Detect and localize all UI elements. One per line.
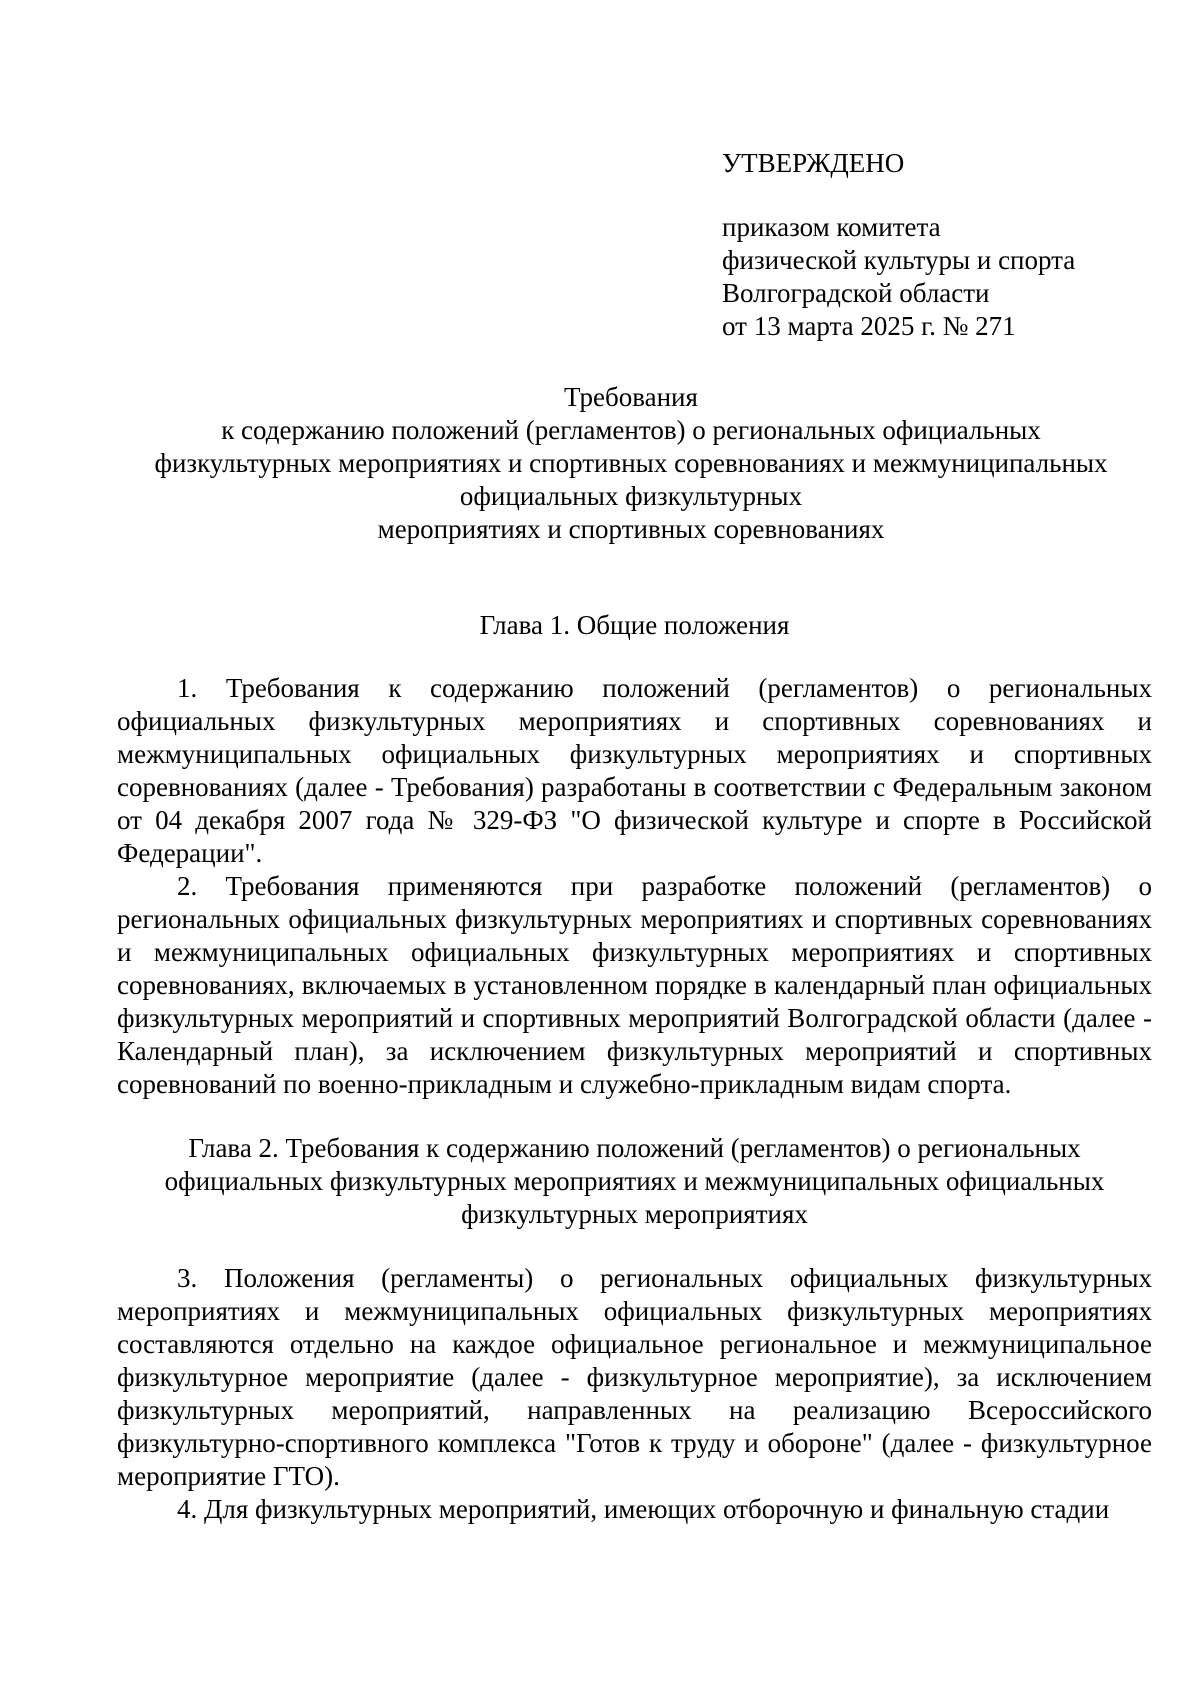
chapter-heading [117,1132,1152,1231]
chapter-heading-line: Глава 2. Требования к содержанию положений (регламентов) о региональных [188,1133,1081,1163]
approval-title: УТВЕРЖДЕНО [722,148,905,178]
document-title-line: Требования [564,382,698,412]
chapter-heading-line: Глава 1. Общие положения [479,610,790,640]
approval-line: Волгоградской области [722,278,990,308]
chapter-heading-line: физкультурных мероприятиях [461,1199,808,1229]
approval-block [722,147,1142,343]
chapter-heading-line: официальных физкультурных мероприятиях и межмуниципальных официальных [164,1166,1105,1196]
approval-line: от 13 марта 2025 г. № 271 [722,311,1016,341]
approval-line: физической культуры и спорта [722,245,1076,275]
chapter-heading [117,609,1152,642]
document-title-line: к содержанию положений (регламентов) о региональных официальных [221,415,1041,445]
document-body [117,609,1152,1526]
paragraph: 4. Для физкультурных мероприятий, имеющих отборочную и финальную стадии [177,1494,1110,1524]
paragraph: 1. Требования к содержанию положений (регламентов) о региональных официальных физкультурных мероприятиях и спортивных соревнованиях и межмуниципальных официальных физкультурных мероприятиях и спортивных соревнованиях (далее - Требования) разработаны в соответствии с Федеральным законом от 04 декабря 2007 года № 329-ФЗ "О физической культуре и спорте в Российской Федерации". [117,673,1152,868]
paragraph: 2. Требования применяются при разработке положений (регламентов) о региональных официальных физкультурных мероприятиях и спортивных соревнованиях и межмуниципальных официальных физкультурных мероприятиях и спортивных соревнованиях, включаемых в установленном порядке в календарный план официальных физкультурных мероприятий и спортивных мероприятий Волгоградской области (далее - Календарный план), за исключением физкультурных мероприятий и спортивных соревнований по военно-прикладным и служебно-прикладным видам спорта. [117,871,1152,1099]
document-title [110,381,1152,546]
approval-line: приказом комитета [722,212,941,242]
document-title-line: мероприятиях и спортивных соревнованиях [377,514,885,544]
document-title-line: официальных физкультурных [459,481,803,511]
document-title-line: физкультурных мероприятиях и спортивных соревнованиях и межмуниципальных [154,448,1108,478]
paragraph: 3. Положения (регламенты) о региональных официальных физкультурных мероприятиях и межмуниципальных официальных физкультурных мероприятиях составляются отдельно на каждое официальное региональное и межмуниципальное физкультурное мероприятие (далее - физкультурное мероприятие), за исключением физкультурных мероприятий, направленных на реализацию Всероссийского физкультурно-спортивного комплекса "Готов к труду и обороне" (далее - физкультурное мероприятие ГТО). [117,1263,1152,1491]
